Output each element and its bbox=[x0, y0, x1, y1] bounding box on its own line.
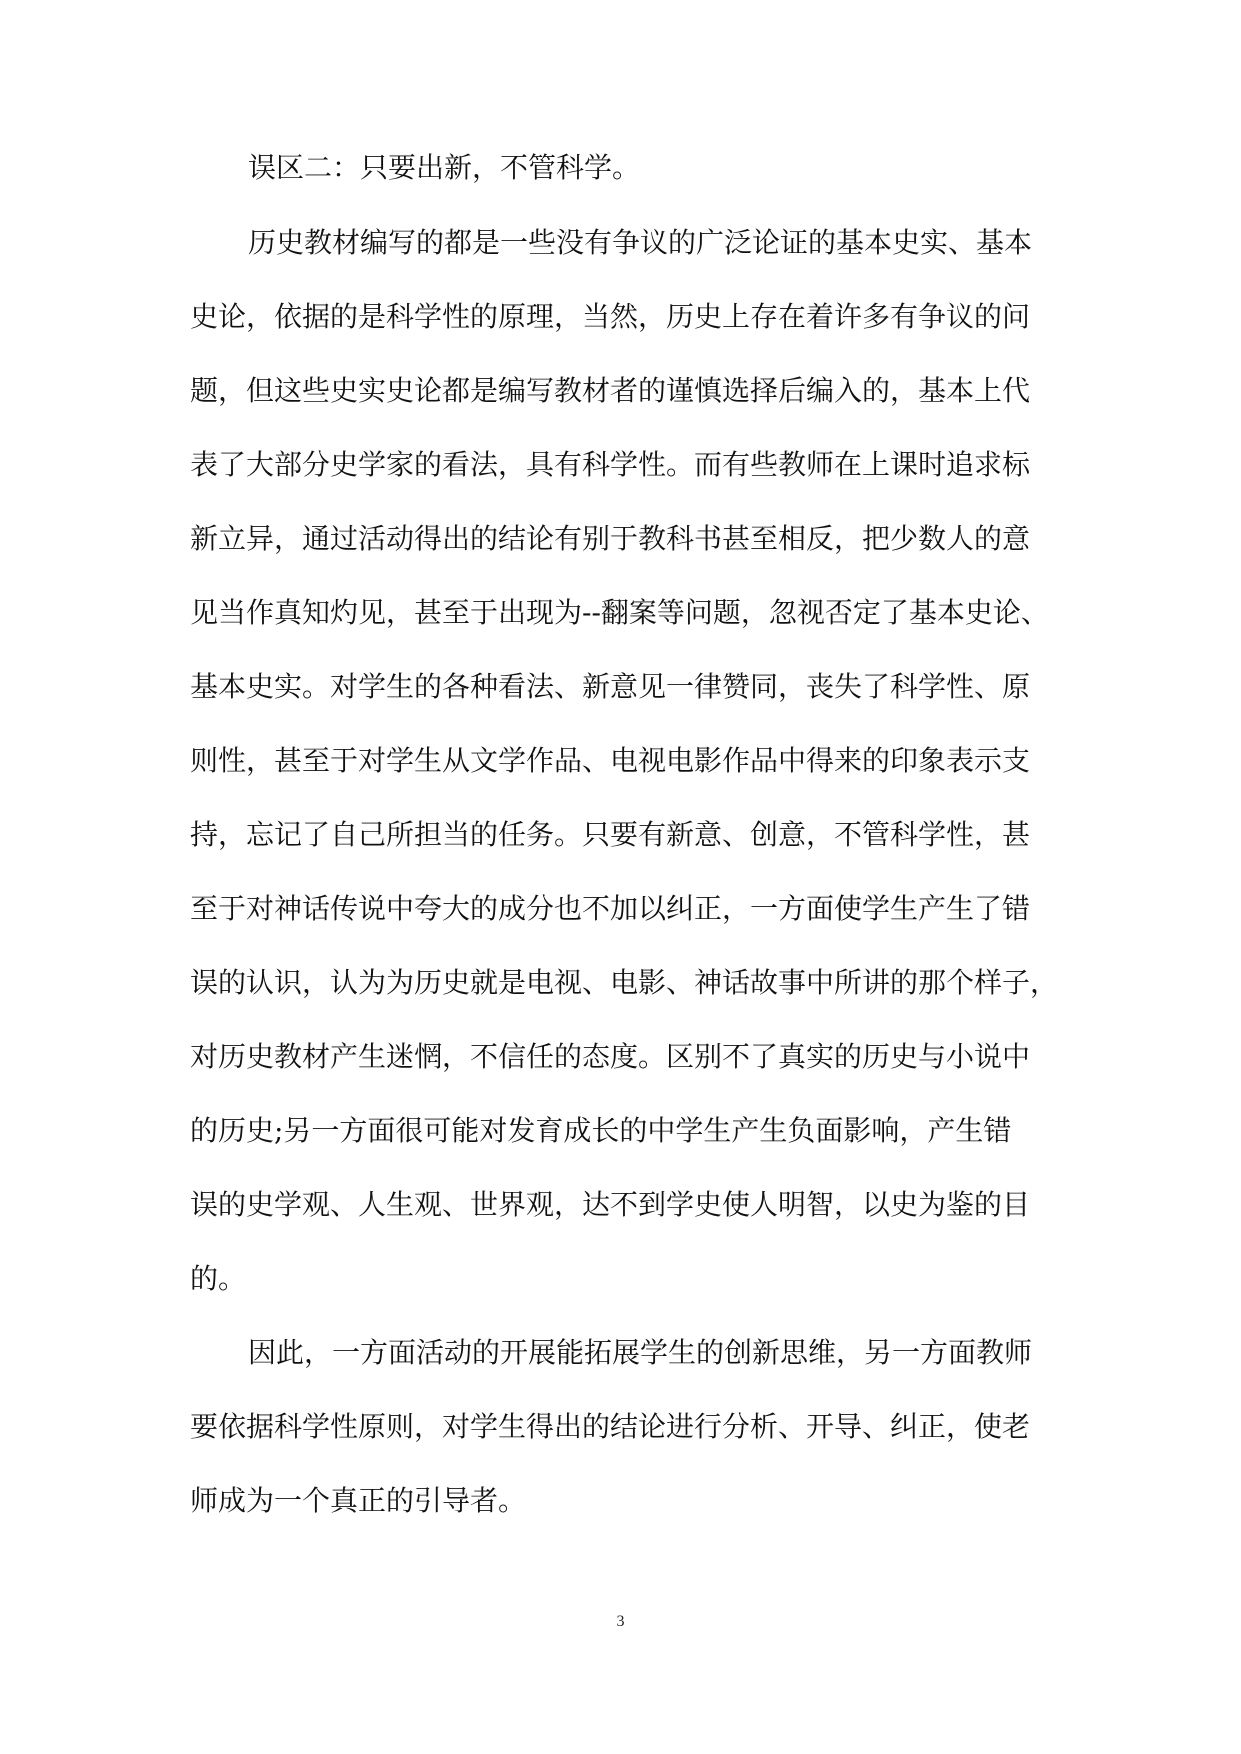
page-number: 3 bbox=[616, 1613, 625, 1630]
paragraph-line: 表了大部分史学家的看法，具有科学性。而有些教师在上课时追求标 bbox=[190, 448, 1031, 481]
paragraph-line: 因此，一方面活动的开展能拓展学生的创新思维，另一方面教师 bbox=[248, 1336, 1033, 1369]
paragraph-line: 题，但这些史实史论都是编写教材者的谨慎选择后编入的，基本上代 bbox=[190, 374, 1031, 407]
paragraph-line: 误的认识，认为为历史就是电视、电影、神话故事中所讲的那个样子， bbox=[190, 966, 1059, 999]
paragraph-line: 至于对神话传说中夸大的成分也不加以纠正，一方面使学生产生了错 bbox=[190, 892, 1031, 925]
paragraph-line: 见当作真知灼见，甚至于出现为--翻案等问题，忽视否定了基本史论、 bbox=[190, 596, 1049, 629]
paragraph-line: 历史教材编写的都是一些没有争议的广泛论证的基本史实、基本 bbox=[248, 226, 1033, 259]
paragraph-line: 新立异，通过活动得出的结论有别于教科书甚至相反，把少数人的意 bbox=[190, 522, 1031, 555]
paragraph-line: 要依据科学性原则，对学生得出的结论进行分析、开导、纠正，使老 bbox=[190, 1410, 1031, 1443]
section-heading: 误区二：只要出新，不管科学。 bbox=[248, 151, 641, 184]
paragraph-line: 误的史学观、人生观、世界观，达不到学史使人明智，以史为鉴的目 bbox=[190, 1188, 1031, 1221]
paragraph-line: 师成为一个真正的引导者。 bbox=[190, 1484, 527, 1517]
paragraph-line: 史论，依据的是科学性的原理，当然，历史上存在着许多有争议的问 bbox=[190, 300, 1031, 333]
paragraph-line: 的。 bbox=[190, 1262, 247, 1295]
paragraph-line: 持，忘记了自己所担当的任务。只要有新意、创意，不管科学性，甚 bbox=[190, 818, 1031, 851]
paragraph-line: 的历史;另一方面很可能对发育成长的中学生产生负面影响，产生错 bbox=[190, 1114, 1012, 1147]
paragraph-line: 对历史教材产生迷惘，不信任的态度。区别不了真实的历史与小说中 bbox=[190, 1040, 1031, 1073]
paragraph-line: 则性，甚至于对学生从文学作品、电视电影作品中得来的印象表示支 bbox=[190, 744, 1031, 777]
paragraph-line: 基本史实。对学生的各种看法、新意见一律赞同，丧失了科学性、原 bbox=[190, 670, 1031, 703]
